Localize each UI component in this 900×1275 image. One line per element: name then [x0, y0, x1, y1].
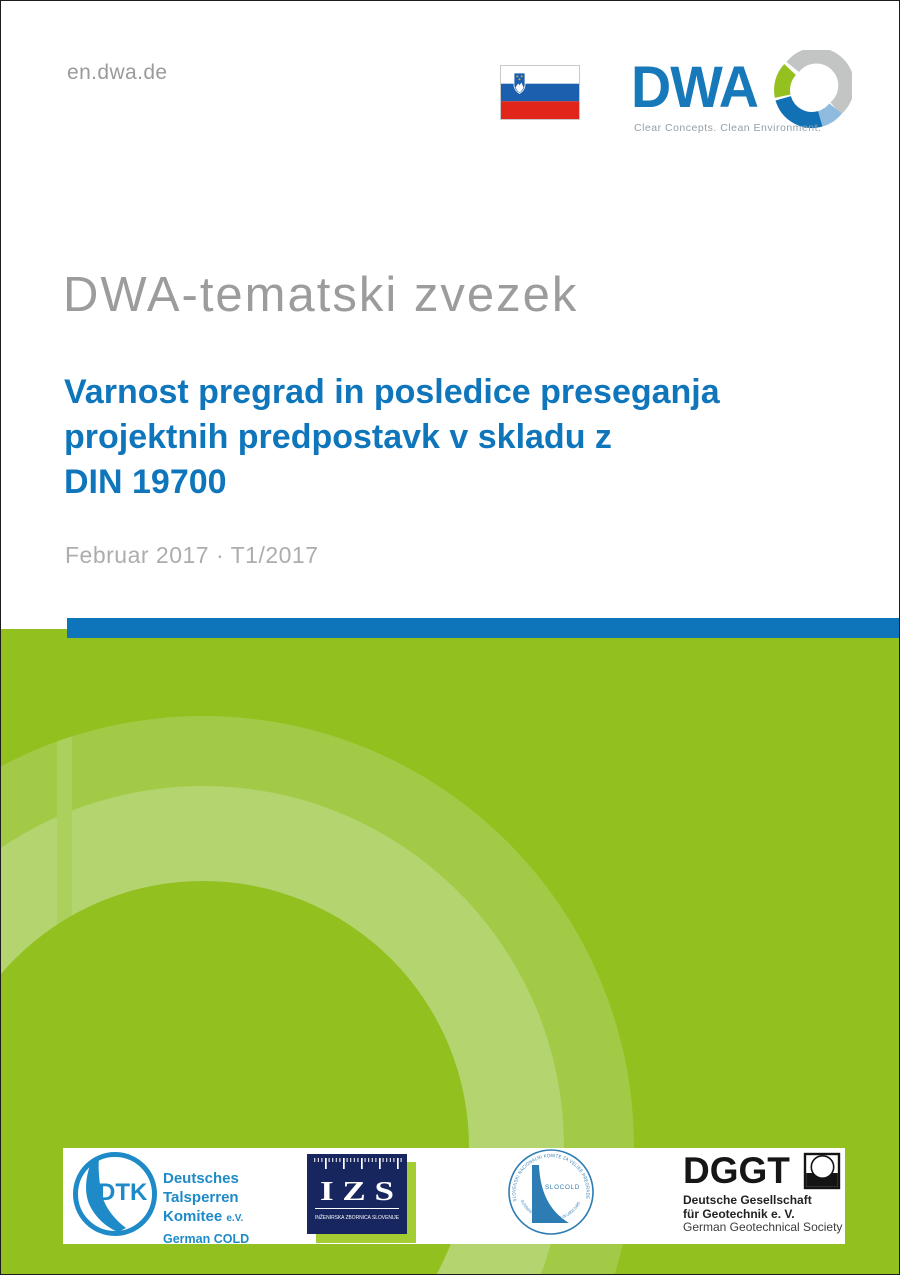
slovenia-coat-of-arms	[514, 73, 525, 94]
website-url: en.dwa.de	[67, 61, 168, 84]
dwa-ring-icon	[772, 50, 852, 130]
dggt-monogram: DGGT	[683, 1150, 790, 1191]
slocold-arc-top-text: SLOVENSKI NACIONALNI KOMITE ZA VELIKE PREGRADE	[512, 1154, 590, 1202]
issue-date: Februar 2017 · T1/2017	[65, 542, 319, 568]
dggt-name-line1: Deutsche Gesellschaft	[683, 1193, 812, 1207]
dggt-logo-icon	[803, 1152, 841, 1190]
slovenia-flag-icon	[500, 65, 580, 120]
izs-ruler-ticks	[312, 1158, 403, 1174]
dggt-name-line3: German Geotechnical Society	[683, 1220, 843, 1235]
dtk-logo-text	[163, 1169, 249, 1249]
dtk-name-line1: Deutsches	[163, 1170, 239, 1187]
dtk-monogram: DTK	[98, 1179, 148, 1206]
dtk-name-line3: Komitee e.V.	[163, 1208, 244, 1225]
slocold-arc-bottom-text: · SLOVENIAN NATIONAL COMMITTEE ON LARGE DAMS ·	[519, 1197, 583, 1222]
blue-divider-bar	[67, 618, 900, 638]
dtk-name-line2: Talsperren	[163, 1189, 239, 1206]
main-title	[64, 370, 720, 505]
dggt-name-line2: für Geotechnik e. V.	[683, 1206, 795, 1221]
dggt-logo-text	[683, 1194, 842, 1235]
dtk-logo-icon	[72, 1151, 158, 1237]
series-title: DWA-tematski zvezek	[63, 268, 579, 322]
izs-logo-icon	[307, 1154, 417, 1246]
izs-subtitle: INŽENIRSKA ZBORNICA SLOVENIJE	[315, 1215, 411, 1221]
izs-monogram: I Z S	[320, 1176, 394, 1206]
watermark-ring-notch	[57, 723, 72, 933]
dtk-subtitle: German COLD	[163, 1232, 250, 1246]
main-title-line2: projektnih predpostavk v skladu z	[64, 418, 612, 456]
dwa-logo-tagline: Clear Concepts. Clean Environment.	[634, 122, 822, 134]
slocold-name: SLOCOLD	[545, 1184, 580, 1191]
slocold-logo-icon	[507, 1148, 595, 1236]
dwa-logo-wordmark: DWA	[631, 55, 759, 120]
partner-logo-strip	[63, 1148, 845, 1244]
main-title-line3: DIN 19700	[64, 463, 227, 501]
main-title-line1: Varnost pregrad in posledice preseganja	[64, 373, 720, 411]
